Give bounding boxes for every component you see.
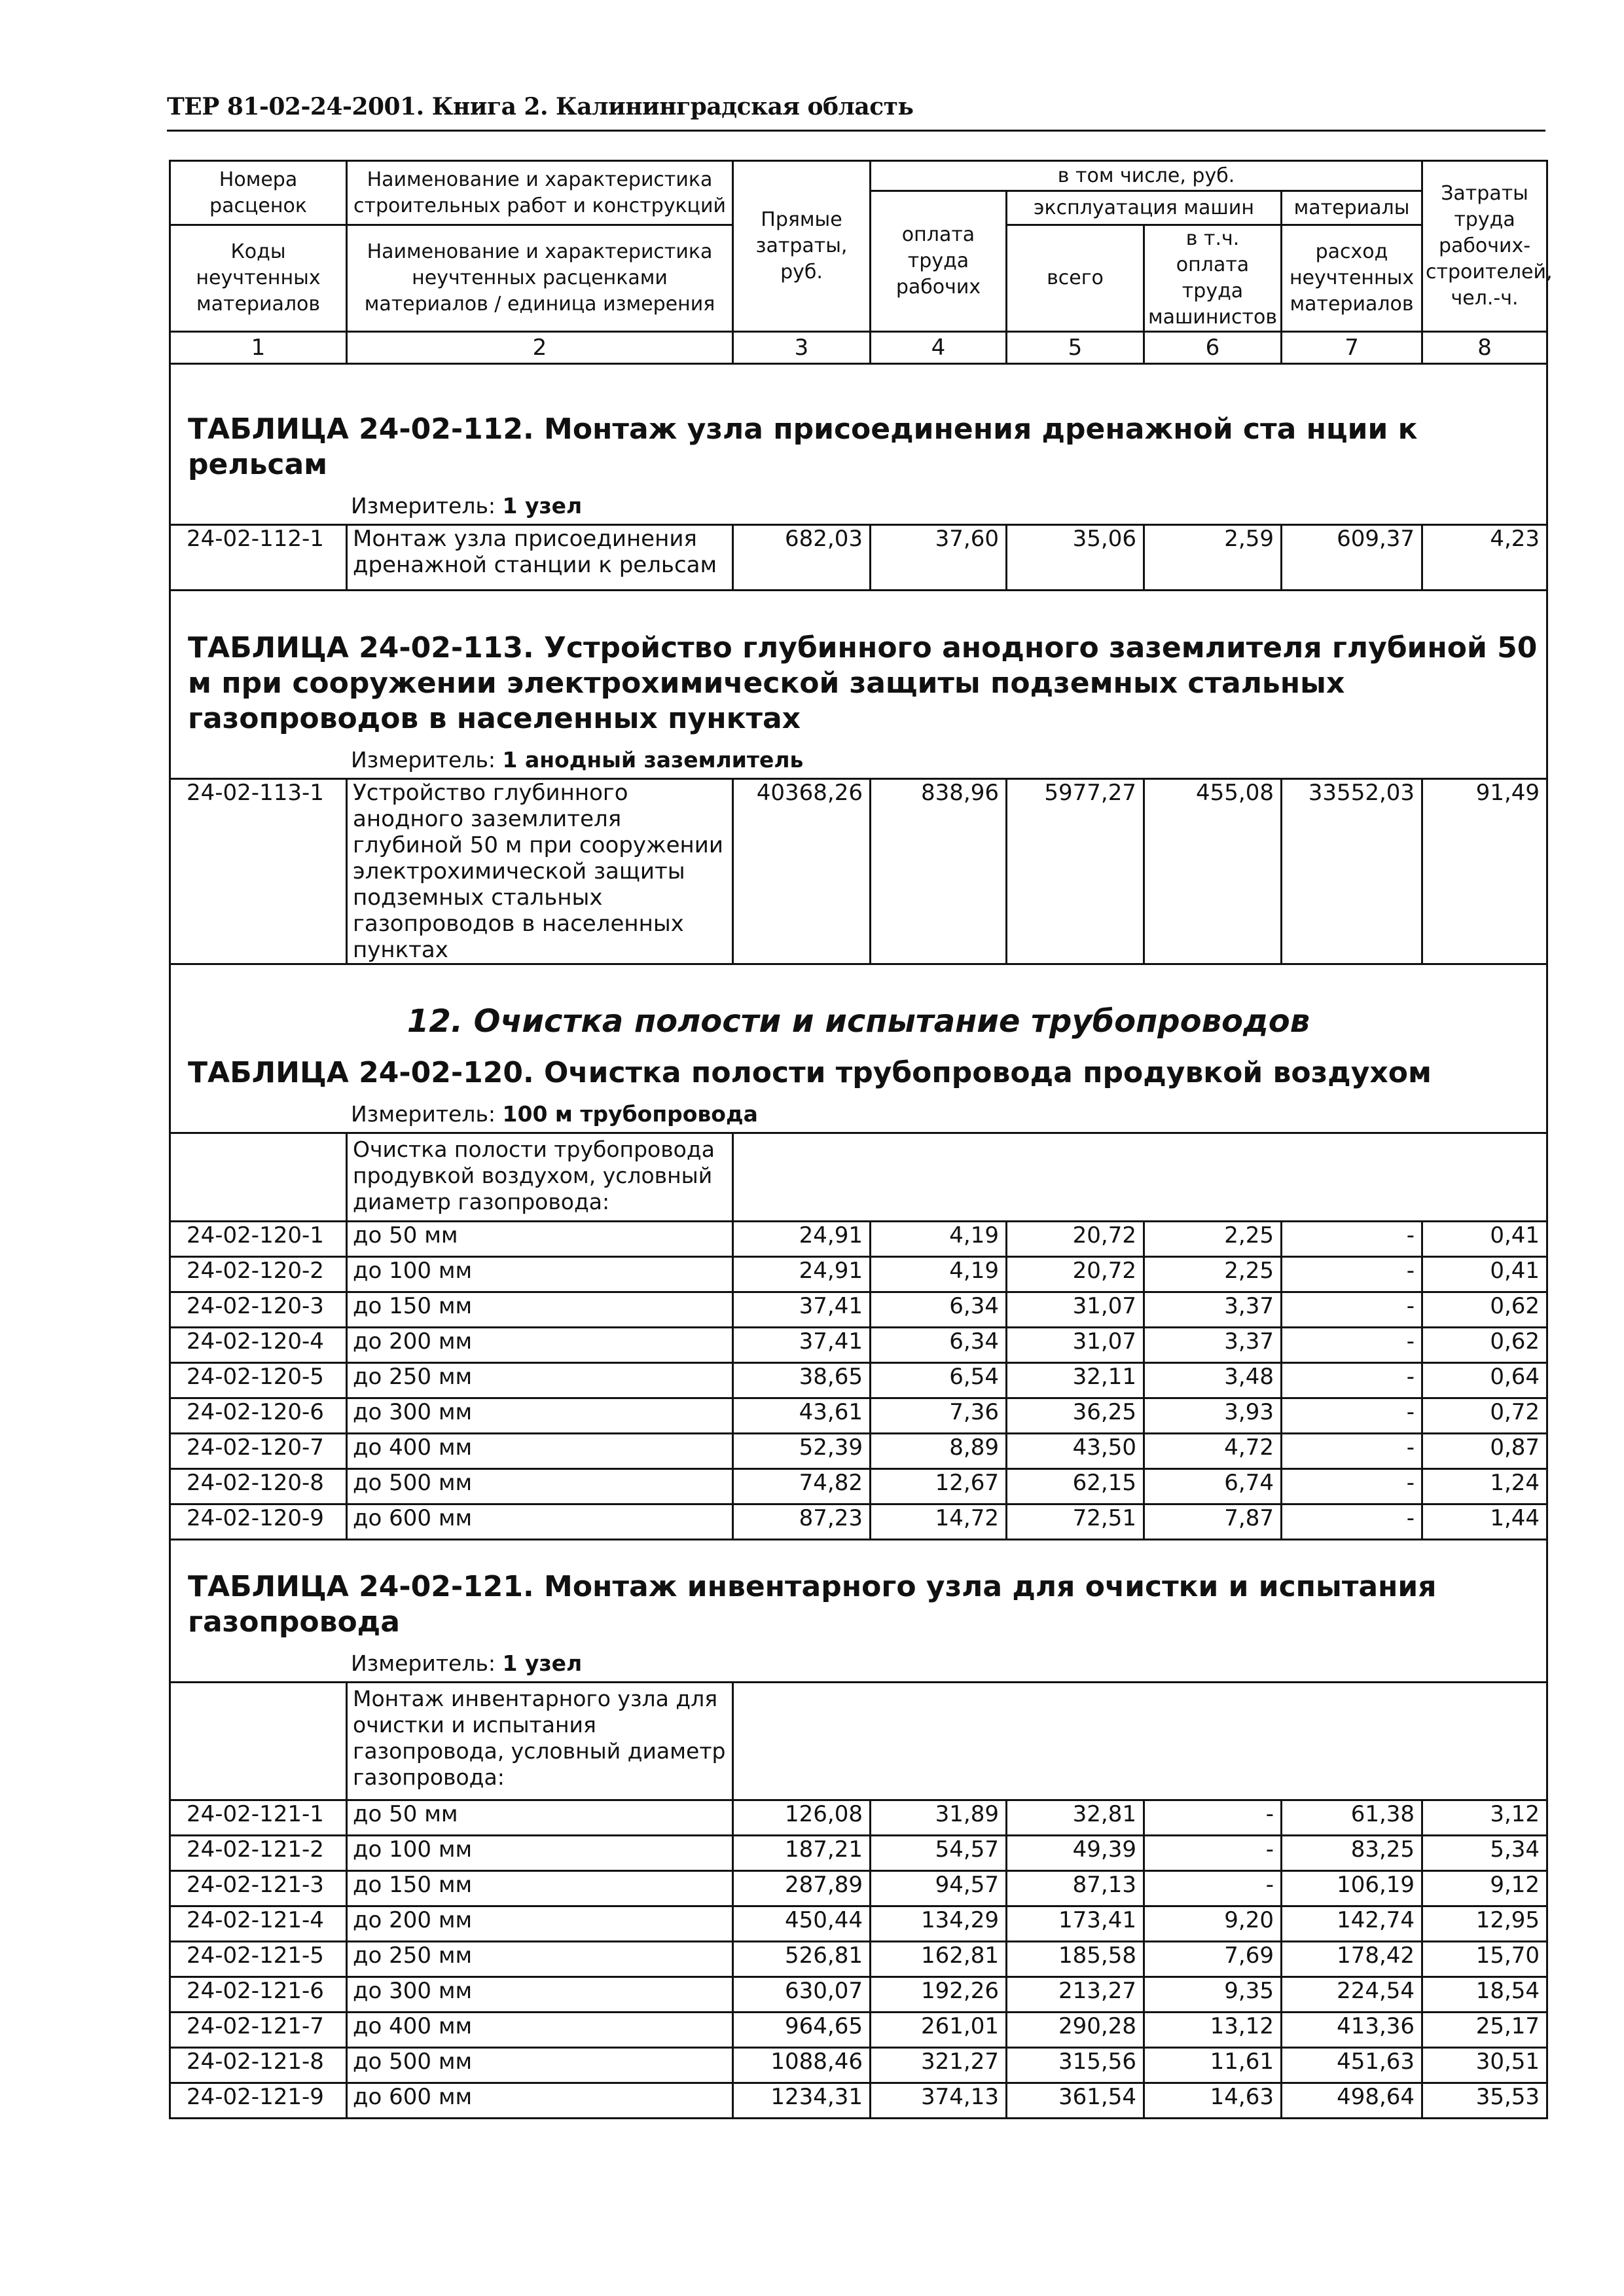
rate-code: 24-02-121-2 (170, 1836, 347, 1871)
table-row (170, 1800, 1547, 1836)
column-number: 2 (347, 332, 733, 364)
machines-total: 20,72 (1007, 1257, 1144, 1292)
direct-cost: 682,03 (733, 525, 871, 591)
meter-label: Измеритель: (351, 747, 496, 773)
materials-cost: 178,42 (1282, 1942, 1422, 1977)
meter-120 (171, 1093, 1546, 1132)
labor-hours: 12,95 (1422, 1906, 1547, 1942)
col-header-codes: Номера расценок (170, 161, 347, 225)
machines-total: 36,25 (1007, 1398, 1144, 1434)
column-number: 6 (1144, 332, 1282, 364)
column-number: 4 (871, 332, 1007, 364)
group-description: Монтаж инвентарного узла для очистки и испытания газопровода, условный диаметр газопровода: (347, 1683, 733, 1800)
work-name: до 300 мм (347, 1398, 733, 1434)
rate-code: 24-02-121-3 (170, 1871, 347, 1906)
machines-total: 185,58 (1007, 1942, 1144, 1977)
worker-pay: 94,57 (871, 1871, 1007, 1906)
col-header-worker-pay: оплата труда рабочих (871, 191, 1007, 332)
meter-112 (171, 485, 1546, 524)
table-row (170, 1292, 1547, 1328)
work-name: до 100 мм (347, 1836, 733, 1871)
operator-pay: 4,72 (1144, 1434, 1282, 1469)
operator-pay: - (1144, 1836, 1282, 1871)
col-header-machines-total: всего (1007, 225, 1144, 332)
machines-total: 32,11 (1007, 1363, 1144, 1398)
table-row (170, 779, 1547, 964)
table-title-121: ТАБЛИЦА 24-02-121. Монтаж инвентарного узла для очистки и испытания газопровода (188, 1570, 1437, 1639)
rate-code: 24-02-120-3 (170, 1292, 347, 1328)
column-number: 3 (733, 332, 871, 364)
labor-hours: 0,87 (1422, 1434, 1547, 1469)
direct-cost: 126,08 (733, 1800, 871, 1836)
machines-total: 213,27 (1007, 1977, 1144, 2013)
materials-cost: - (1282, 1504, 1422, 1540)
rows-120 (170, 1222, 1547, 1540)
direct-cost: 1088,46 (733, 2048, 871, 2083)
materials-cost: 609,37 (1282, 525, 1422, 591)
rate-code: 24-02-121-6 (170, 1977, 347, 2013)
meter-value: 1 узел (502, 493, 583, 519)
work-name: до 250 мм (347, 1363, 733, 1398)
materials-cost: 61,38 (1282, 1800, 1422, 1836)
work-name: до 400 мм (347, 1434, 733, 1469)
machines-total: 72,51 (1007, 1504, 1144, 1540)
materials-cost: - (1282, 1363, 1422, 1398)
rate-code: 24-02-112-1 (170, 525, 347, 591)
group-description: Очистка полости трубопровода продувкой воздухом, условный диаметр газопровода: (347, 1133, 733, 1222)
worker-pay: 838,96 (871, 779, 1007, 964)
materials-cost: - (1282, 1328, 1422, 1363)
machines-total: 361,54 (1007, 2083, 1144, 2119)
meter-value: 1 анодный заземлитель (502, 747, 804, 773)
direct-cost: 964,65 (733, 2013, 871, 2048)
page-header-title: ТЕР 81-02-24-2001. Книга 2. Калининградская область (167, 93, 914, 120)
column-number: 8 (1422, 332, 1547, 364)
worker-pay: 6,54 (871, 1363, 1007, 1398)
worker-pay: 6,34 (871, 1328, 1007, 1363)
rate-code: 24-02-113-1 (170, 779, 347, 964)
table-row (170, 1222, 1547, 1257)
rate-code: 24-02-121-8 (170, 2048, 347, 2083)
machines-total: 290,28 (1007, 2013, 1144, 2048)
direct-cost: 187,21 (733, 1836, 871, 1871)
worker-pay: 261,01 (871, 2013, 1007, 2048)
worker-pay: 37,60 (871, 525, 1007, 591)
work-name: до 250 мм (347, 1942, 733, 1977)
rate-code: 24-02-120-8 (170, 1469, 347, 1504)
materials-cost: 33552,03 (1282, 779, 1422, 964)
col-header-machines: эксплуатация машин (1007, 191, 1282, 225)
col-header-operator-pay: в т.ч. оплата труда машинистов (1144, 225, 1282, 332)
table-row (170, 2048, 1547, 2083)
labor-hours: 1,44 (1422, 1504, 1547, 1540)
table-row (170, 1434, 1547, 1469)
labor-hours: 0,72 (1422, 1398, 1547, 1434)
materials-cost: - (1282, 1222, 1422, 1257)
table-row (170, 1398, 1547, 1434)
col-header-name: Наименование и характеристика строительных работ и конструкций (347, 161, 733, 225)
rate-code: 24-02-121-4 (170, 1906, 347, 1942)
work-name: Монтаж узла присоединения дренажной станции к рельсам (347, 525, 733, 591)
labor-hours: 9,12 (1422, 1871, 1547, 1906)
worker-pay: 12,67 (871, 1469, 1007, 1504)
operator-pay: 2,25 (1144, 1222, 1282, 1257)
operator-pay: 3,93 (1144, 1398, 1282, 1434)
machines-total: 62,15 (1007, 1469, 1144, 1504)
operator-pay: - (1144, 1800, 1282, 1836)
direct-cost: 630,07 (733, 1977, 871, 2013)
materials-cost: - (1282, 1257, 1422, 1292)
materials-cost: - (1282, 1469, 1422, 1504)
operator-pay: 9,20 (1144, 1906, 1282, 1942)
table-row (170, 1977, 1547, 2013)
rate-code: 24-02-121-7 (170, 2013, 347, 2048)
work-name: до 150 мм (347, 1871, 733, 1906)
header-rule (167, 130, 1545, 132)
empty-cell (170, 1683, 347, 1800)
machines-total: 35,06 (1007, 525, 1144, 591)
col-header-materials: материалы (1282, 191, 1422, 225)
rate-code: 24-02-120-9 (170, 1504, 347, 1540)
work-name: до 100 мм (347, 1257, 733, 1292)
worker-pay: 54,57 (871, 1836, 1007, 1871)
meter-value: 1 узел (502, 1650, 583, 1676)
meter-label: Измеритель: (351, 493, 496, 519)
operator-pay: 11,61 (1144, 2048, 1282, 2083)
operator-pay: 2,25 (1144, 1257, 1282, 1292)
worker-pay: 6,34 (871, 1292, 1007, 1328)
work-name: до 300 мм (347, 1977, 733, 2013)
column-number: 1 (170, 332, 347, 364)
machines-total: 32,81 (1007, 1800, 1144, 1836)
work-name: до 500 мм (347, 2048, 733, 2083)
col-header-labor-hours: Затраты труда рабочих-строителей, чел.-ч. (1422, 161, 1547, 332)
direct-cost: 1234,31 (733, 2083, 871, 2119)
rate-code: 24-02-120-5 (170, 1363, 347, 1398)
work-name: до 200 мм (347, 1328, 733, 1363)
machines-total: 20,72 (1007, 1222, 1144, 1257)
labor-hours: 18,54 (1422, 1977, 1547, 2013)
work-name: до 150 мм (347, 1292, 733, 1328)
rate-code: 24-02-120-4 (170, 1328, 347, 1363)
labor-hours: 5,34 (1422, 1836, 1547, 1871)
worker-pay: 134,29 (871, 1906, 1007, 1942)
table-row (170, 1328, 1547, 1363)
operator-pay: 3,37 (1144, 1328, 1282, 1363)
operator-pay: 9,35 (1144, 1977, 1282, 2013)
col-header-material-names: Наименование и характеристика неучтенных расценками материалов / единица измерения (347, 225, 733, 332)
direct-cost: 74,82 (733, 1469, 871, 1504)
labor-hours: 30,51 (1422, 2048, 1547, 2083)
rate-code: 24-02-121-5 (170, 1942, 347, 1977)
direct-cost: 43,61 (733, 1398, 871, 1434)
work-name: до 400 мм (347, 2013, 733, 2048)
table-row (170, 2013, 1547, 2048)
direct-cost: 38,65 (733, 1363, 871, 1398)
materials-cost: 83,25 (1282, 1836, 1422, 1871)
materials-cost: 224,54 (1282, 1977, 1422, 2013)
operator-pay: - (1144, 1871, 1282, 1906)
direct-cost: 52,39 (733, 1434, 871, 1469)
empty-cell (733, 1683, 1547, 1800)
table-row (170, 1942, 1547, 1977)
column-number-row (170, 332, 1547, 364)
worker-pay: 321,27 (871, 2048, 1007, 2083)
operator-pay: 7,87 (1144, 1504, 1282, 1540)
table-row (170, 525, 1547, 591)
machines-total: 31,07 (1007, 1328, 1144, 1363)
labor-hours: 0,41 (1422, 1222, 1547, 1257)
direct-cost: 87,23 (733, 1504, 871, 1540)
materials-cost: - (1282, 1398, 1422, 1434)
work-name: Устройство глубинного анодного заземлителя глубиной 50 м при сооружении электрохимической защиты подземных стальных газопроводов в населенных пунктах (347, 779, 733, 964)
operator-pay: 2,59 (1144, 525, 1282, 591)
operator-pay: 7,69 (1144, 1942, 1282, 1977)
direct-cost: 40368,26 (733, 779, 871, 964)
labor-hours: 25,17 (1422, 2013, 1547, 2048)
direct-cost: 526,81 (733, 1942, 871, 1977)
rate-code: 24-02-120-6 (170, 1398, 347, 1434)
rate-code: 24-02-120-7 (170, 1434, 347, 1469)
rate-code: 24-02-121-1 (170, 1800, 347, 1836)
materials-cost: 498,64 (1282, 2083, 1422, 2119)
direct-cost: 37,41 (733, 1328, 871, 1363)
operator-pay: 3,37 (1144, 1292, 1282, 1328)
col-header-material-use: расход неучтенных материалов (1282, 225, 1422, 332)
materials-cost: 106,19 (1282, 1871, 1422, 1906)
direct-cost: 450,44 (733, 1906, 871, 1942)
table-row (170, 1469, 1547, 1504)
direct-cost: 24,91 (733, 1257, 871, 1292)
materials-cost: 142,74 (1282, 1906, 1422, 1942)
operator-pay: 14,63 (1144, 2083, 1282, 2119)
work-name: до 200 мм (347, 1906, 733, 1942)
meter-value: 100 м трубопровода (502, 1101, 758, 1127)
worker-pay: 7,36 (871, 1398, 1007, 1434)
materials-cost: - (1282, 1434, 1422, 1469)
table-row (170, 1504, 1547, 1540)
column-number: 7 (1282, 332, 1422, 364)
table-row (170, 1906, 1547, 1942)
col-header-direct: Прямые затраты, руб. (733, 161, 871, 332)
direct-cost: 287,89 (733, 1871, 871, 1906)
table-title-120: ТАБЛИЦА 24-02-120. Очистка полости трубопровода продувкой воздухом (188, 1056, 1432, 1089)
direct-cost: 24,91 (733, 1222, 871, 1257)
table-title-113: ТАБЛИЦА 24-02-113. Устройство глубинного анодного заземлителя глубиной 50 м при сооружении электрохимической защиты подземных стальных газопроводов в населенных пунктах (188, 631, 1538, 735)
table-row (170, 2083, 1547, 2119)
empty-cell (170, 1133, 347, 1222)
worker-pay: 8,89 (871, 1434, 1007, 1469)
col-header-including: в том числе, руб. (871, 161, 1422, 191)
table-row (170, 1871, 1547, 1906)
labor-hours: 0,41 (1422, 1257, 1547, 1292)
machines-total: 87,13 (1007, 1871, 1144, 1906)
materials-cost: - (1282, 1292, 1422, 1328)
meter-label: Измеритель: (351, 1101, 496, 1127)
machines-total: 31,07 (1007, 1292, 1144, 1328)
operator-pay: 6,74 (1144, 1469, 1282, 1504)
labor-hours: 91,49 (1422, 779, 1547, 964)
operator-pay: 3,48 (1144, 1363, 1282, 1398)
labor-hours: 15,70 (1422, 1942, 1547, 1977)
worker-pay: 192,26 (871, 1977, 1007, 2013)
labor-hours: 3,12 (1422, 1800, 1547, 1836)
labor-hours: 0,62 (1422, 1292, 1547, 1328)
materials-cost: 451,63 (1282, 2048, 1422, 2083)
labor-hours: 1,24 (1422, 1469, 1547, 1504)
operator-pay: 13,12 (1144, 2013, 1282, 2048)
rows-121 (170, 1800, 1547, 2119)
chapter-title: 12. Очистка полости и испытание трубопроводов (406, 1003, 1310, 1040)
worker-pay: 31,89 (871, 1800, 1007, 1836)
table-title-112: ТАБЛИЦА 24-02-112. Монтаж узла присоединения дренажной ста нции к рельсам (188, 412, 1418, 481)
direct-cost: 37,41 (733, 1292, 871, 1328)
labor-hours: 35,53 (1422, 2083, 1547, 2119)
table-row (170, 1257, 1547, 1292)
table-row (170, 1363, 1547, 1398)
machines-total: 43,50 (1007, 1434, 1144, 1469)
machines-total: 5977,27 (1007, 779, 1144, 964)
work-name: до 600 мм (347, 2083, 733, 2119)
machines-total: 315,56 (1007, 2048, 1144, 2083)
work-name: до 50 мм (347, 1222, 733, 1257)
table-row (170, 1836, 1547, 1871)
col-header-material-codes: Коды неучтенных материалов (170, 225, 347, 332)
work-name: до 500 мм (347, 1469, 733, 1504)
rate-code: 24-02-120-2 (170, 1257, 347, 1292)
price-table (169, 160, 1553, 2119)
labor-hours: 4,23 (1422, 525, 1547, 591)
meter-121 (171, 1643, 1546, 1681)
price-table-frame (169, 160, 1553, 2119)
worker-pay: 162,81 (871, 1942, 1007, 1977)
work-name: до 50 мм (347, 1800, 733, 1836)
worker-pay: 4,19 (871, 1257, 1007, 1292)
labor-hours: 0,64 (1422, 1363, 1547, 1398)
labor-hours: 0,62 (1422, 1328, 1547, 1363)
machines-total: 173,41 (1007, 1906, 1144, 1942)
empty-cell (733, 1133, 1547, 1222)
worker-pay: 374,13 (871, 2083, 1007, 2119)
rate-code: 24-02-121-9 (170, 2083, 347, 2119)
worker-pay: 14,72 (871, 1504, 1007, 1540)
meter-label: Измеритель: (351, 1650, 496, 1676)
worker-pay: 4,19 (871, 1222, 1007, 1257)
operator-pay: 455,08 (1144, 779, 1282, 964)
work-name: до 600 мм (347, 1504, 733, 1540)
rate-code: 24-02-120-1 (170, 1222, 347, 1257)
machines-total: 49,39 (1007, 1836, 1144, 1871)
materials-cost: 413,36 (1282, 2013, 1422, 2048)
column-number: 5 (1007, 332, 1144, 364)
meter-113 (171, 739, 1546, 778)
